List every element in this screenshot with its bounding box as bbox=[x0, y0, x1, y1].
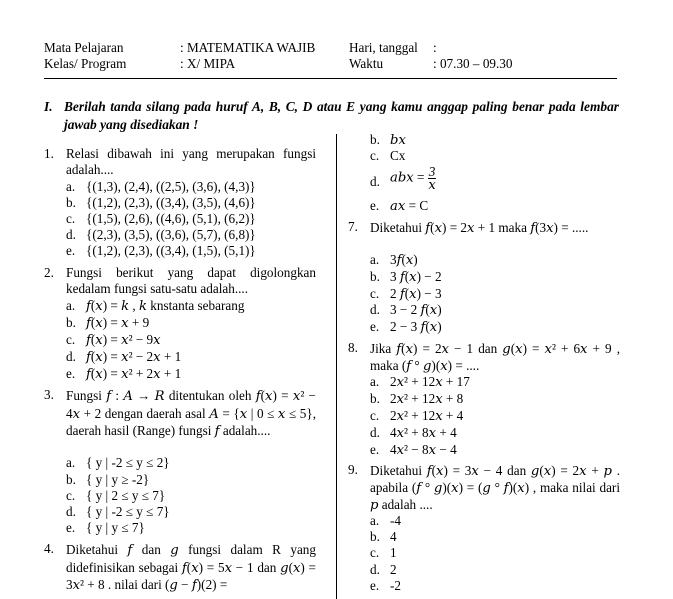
option-letter: d. bbox=[370, 425, 380, 440]
question-2 bbox=[44, 265, 316, 385]
option-text: 𝑓(𝑥) = 𝑥 + 9 bbox=[86, 315, 150, 330]
option-text: -2 bbox=[390, 578, 401, 593]
option-letter: c. bbox=[66, 211, 76, 226]
question-number: 1. bbox=[44, 146, 54, 161]
option-text: 𝑏𝑥 bbox=[390, 132, 406, 147]
question-number: 8. bbox=[348, 340, 358, 355]
question-1 bbox=[44, 146, 316, 266]
option-text: -4 bbox=[390, 513, 401, 528]
option-text: 1 bbox=[390, 545, 397, 560]
header-divider bbox=[44, 78, 617, 79]
question-9 bbox=[348, 462, 620, 599]
option-text: Cx bbox=[390, 148, 406, 163]
option-letter: c. bbox=[66, 488, 76, 503]
question-3 bbox=[44, 387, 316, 537]
option-text: 2 − 3 𝑓(𝑥) bbox=[390, 319, 442, 334]
option-letter: d. bbox=[370, 174, 380, 189]
option-text: {(1,3), (2,4), ((2,5), (3,6), (4,3)} bbox=[86, 179, 256, 194]
option-letter: d. bbox=[370, 302, 380, 317]
option-letter: c. bbox=[370, 408, 380, 423]
question-continuation bbox=[350, 132, 620, 212]
option-text: {(2,3), (3,5), ((3,6), (5,7), (6,8)} bbox=[86, 227, 256, 242]
question-text: Fungsi berikut yang dapat digolongkan kedalam fungsi satu-satu adalah.... bbox=[66, 265, 316, 297]
option-letter: a. bbox=[370, 374, 380, 389]
question-text: Diketahui 𝑓 dan 𝑔 fungsi dalam R yang didefinisikan sebagai 𝑓(𝑥) = 5𝑥 − 1 dan 𝑔(𝑥) = 3𝑥² + 8 . nilai dari (𝑔 − 𝑓)(2) = bbox=[66, 542, 316, 592]
fraction bbox=[428, 166, 437, 191]
option-letter: e. bbox=[370, 442, 380, 457]
option-text: 3 − 2 𝑓(𝑥) bbox=[390, 302, 442, 317]
option-text: 3 𝑓(𝑥) − 2 bbox=[390, 269, 442, 284]
option-letter: b. bbox=[370, 529, 380, 544]
option-letter: c. bbox=[370, 545, 380, 560]
day-value: : bbox=[433, 40, 437, 55]
instruction-number: I. bbox=[44, 99, 53, 114]
class-label: Kelas/ Program bbox=[44, 56, 127, 71]
option-text: 3𝑓(𝑥) bbox=[390, 252, 418, 267]
option-letter: b. bbox=[370, 132, 380, 147]
option-text: 4𝑥² + 8𝑥 + 4 bbox=[390, 425, 457, 440]
option-letter: b. bbox=[370, 391, 380, 406]
option-text: 2𝑥² + 12𝑥 + 8 bbox=[390, 391, 464, 406]
question-number: 7. bbox=[348, 219, 358, 234]
option-letter: c. bbox=[370, 148, 380, 163]
option-letter: a. bbox=[66, 179, 76, 194]
option-text: 2 bbox=[390, 562, 397, 577]
time-label: Waktu bbox=[349, 56, 384, 71]
option-letter: e. bbox=[370, 198, 380, 213]
subject-label: Mata Pelajaran bbox=[44, 40, 124, 55]
option-letter: e. bbox=[370, 319, 380, 334]
option-text: {(1,2), (2,3), ((3,4), (1,5), (5,1)} bbox=[86, 243, 256, 258]
question-text: Diketahui 𝑓(𝑥) = 3𝑥 − 4 dan 𝑔(𝑥) = 2𝑥 + 𝑝 . apabila (𝑓 ° 𝑔)(𝑥) = (𝑔 ° 𝑓)(𝑥) , maka nilai dari 𝑝 adalah .... bbox=[370, 463, 620, 512]
option-letter: a. bbox=[370, 513, 380, 528]
subject-value: : MATEMATIKA WAJIB bbox=[180, 40, 316, 55]
option-letter: b. bbox=[66, 472, 76, 487]
option-text: { y | -2 ≤ y ≤ 7} bbox=[86, 504, 170, 519]
time-value: : 07.30 – 09.30 bbox=[433, 56, 513, 71]
option-text: 𝑎𝑥 = C bbox=[390, 198, 429, 213]
option-letter: d. bbox=[66, 504, 76, 519]
option-text: 4𝑥² − 8𝑥 − 4 bbox=[390, 442, 457, 457]
option-text: { y | y ≥ -2} bbox=[86, 472, 150, 487]
option-letter: e. bbox=[370, 578, 380, 593]
option-letter: d. bbox=[66, 349, 76, 364]
option-text: {(1,5), (2,6), ((4,6), (5,1), (6,2)} bbox=[86, 211, 256, 226]
day-label: Hari, tanggal bbox=[349, 40, 418, 55]
option-text: 𝑓(𝑥) = 𝑘 , 𝑘 knstanta sebarang bbox=[86, 298, 245, 313]
option-letter: a. bbox=[370, 252, 380, 267]
fraction-numerator: 3 bbox=[428, 164, 436, 179]
question-number: 2. bbox=[44, 265, 54, 280]
option-letter: e. bbox=[66, 366, 76, 381]
option-text: { y | 2 ≤ y ≤ 7} bbox=[86, 488, 166, 503]
column-divider bbox=[336, 134, 337, 599]
option-letter: d. bbox=[66, 227, 76, 242]
option-text: 2 𝑓(𝑥) − 3 bbox=[390, 286, 442, 301]
question-text: Relasi dibawah ini yang merupakan fungsi adalah.... bbox=[66, 146, 316, 178]
class-value: : X/ MIPA bbox=[180, 56, 236, 71]
question-number: 3. bbox=[44, 387, 54, 402]
option-letter: a. bbox=[66, 455, 76, 470]
option-text: { y | -2 ≤ y ≤ 2} bbox=[86, 455, 170, 470]
option-letter: c. bbox=[66, 332, 76, 347]
option-text: 2𝑥² + 12𝑥 + 4 bbox=[390, 408, 464, 423]
option-text-lhs: 𝑎𝑏𝑥 = bbox=[390, 169, 425, 185]
option-text: 𝑓(𝑥) = 𝑥² − 9𝑥 bbox=[86, 332, 161, 347]
question-number: 9. bbox=[348, 462, 358, 477]
option-text: 4 bbox=[390, 529, 397, 544]
option-text: 2𝑥² + 12𝑥 + 17 bbox=[390, 374, 470, 389]
option-text: 𝑓(𝑥) = 𝑥² − 2𝑥 + 1 bbox=[86, 349, 182, 364]
option-text: {(1,2), (2,3), ((3,4), (3,5), (4,6)} bbox=[86, 195, 256, 210]
option-letter: b. bbox=[370, 269, 380, 284]
fraction-denominator: 𝑥 bbox=[428, 177, 436, 192]
instruction-text: Berilah tanda silang pada huruf A, B, C, D atau E yang kamu anggap paling benar pada lembar jawab yang disediakan ! bbox=[64, 99, 619, 132]
option-letter: a. bbox=[66, 298, 76, 313]
question-8 bbox=[348, 340, 620, 460]
option-letter: e. bbox=[66, 243, 76, 258]
option-letter: e. bbox=[66, 520, 76, 535]
option-letter: c. bbox=[370, 286, 380, 301]
option-letter: b. bbox=[66, 315, 76, 330]
question-text: Fungsi 𝑓 : 𝐴 → 𝑅 ditentukan oleh 𝑓(𝑥) = 𝑥² − 4𝑥 + 2 dengan daerah asal 𝐴 = {𝑥 | 0 ≤ 𝑥 ≤ 5}, daerah hasil (Range) fungsi 𝑓 adalah.... bbox=[66, 388, 316, 438]
option-text: { y | y ≤ 7} bbox=[86, 520, 145, 535]
question-text: Jika 𝑓(𝑥) = 2𝑥 − 1 dan 𝑔(𝑥) = 𝑥² + 6𝑥 + 9 , maka (𝑓 ° 𝑔)(𝑥) = .... bbox=[370, 341, 620, 373]
question-text: Diketahui 𝑓(𝑥) = 2𝑥 + 1 maka 𝑓(3𝑥) = ..... bbox=[370, 220, 589, 235]
option-text bbox=[390, 166, 436, 191]
question-4 bbox=[44, 541, 316, 599]
option-letter: b. bbox=[66, 195, 76, 210]
option-text: 𝑓(𝑥) = 𝑥² + 2𝑥 + 1 bbox=[86, 366, 182, 381]
question-7 bbox=[348, 219, 620, 339]
question-number: 4. bbox=[44, 541, 54, 556]
option-letter: d. bbox=[370, 562, 380, 577]
